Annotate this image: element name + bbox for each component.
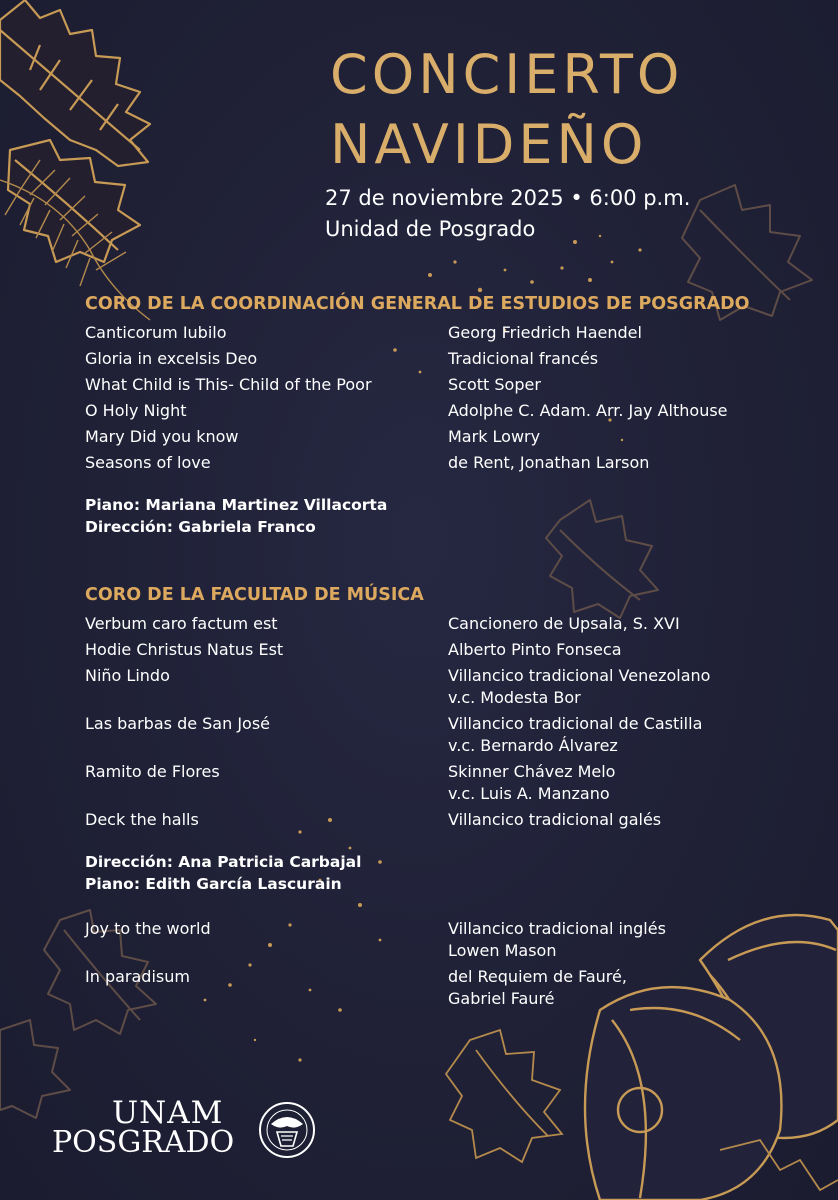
piece-title: Seasons of love	[85, 453, 211, 472]
piece-title: Hodie Christus Natus Est	[85, 640, 284, 659]
credit-direction-2: Dirección: Ana Patricia Carbajal	[85, 853, 362, 871]
piece-title: Las barbas de San José	[85, 714, 271, 733]
arranger-line: v.c. Luis A. Manzano	[448, 784, 610, 803]
venue: Unidad de Posgrado	[325, 217, 536, 241]
title-line-2: NAVIDEÑO	[330, 113, 648, 176]
piece-composer	[448, 966, 627, 1010]
piece-title: In paradisum	[85, 967, 190, 986]
piece-title: Mary Did you know	[85, 427, 239, 446]
piece-composer: Adolphe C. Adam. Arr. Jay Althouse	[448, 401, 728, 420]
piece-title: Ramito de Flores	[85, 762, 220, 781]
piece-composer	[448, 918, 666, 962]
piece-composer: Georg Friedrich Haendel	[448, 323, 642, 342]
composer-line: Gabriel Fauré	[448, 989, 555, 1008]
section-heading-musica: CORO DE LA FACULTAD DE MÚSICA	[85, 585, 424, 605]
piece-title: Deck the halls	[85, 810, 199, 829]
piece-composer	[448, 713, 702, 757]
piece-title: Verbum caro factum est	[85, 614, 278, 633]
piece-title: Niño Lindo	[85, 666, 170, 685]
section-heading-posgrado: CORO DE LA COORDINACIÓN GENERAL DE ESTUDIOS DE POSGRADO	[85, 294, 750, 314]
composer-line: Villancico tradicional Venezolano	[448, 666, 711, 685]
unam-posgrado-logo	[52, 1095, 342, 1168]
piece-composer: Tradicional francés	[448, 349, 599, 368]
composer-line: Villancico tradicional de Castilla	[448, 714, 703, 733]
piece-title: O Holy Night	[85, 401, 187, 420]
piece-composer	[448, 761, 615, 805]
holly-leaves-top-left	[0, 0, 150, 262]
composer-line: Villancico tradicional inglés	[448, 919, 666, 938]
piece-composer: Cancionero de Upsala, S. XVI	[448, 614, 680, 633]
piece-title: Gloria in excelsis Deo	[85, 349, 258, 368]
piece-title: Joy to the world	[85, 919, 211, 938]
logo-unam-text: UNAM	[112, 1095, 224, 1131]
title-line-1: CONCIERTO	[330, 43, 684, 106]
holly-leaves-bottom-left	[0, 910, 156, 1118]
arranger-line: v.c. Bernardo Álvarez	[448, 736, 618, 755]
piece-composer: Scott Soper	[448, 375, 541, 394]
piece-composer: Villancico tradicional galés	[448, 810, 662, 829]
logo-posgrado-text: POSGRADO	[52, 1125, 235, 1160]
credit-piano-2: Piano: Edith García Lascurain	[85, 875, 342, 893]
piece-composer: de Rent, Jonathan Larson	[448, 453, 650, 472]
composer-line: del Requiem de Fauré,	[448, 967, 627, 986]
piece-title: What Child is This- Child of the Poor	[85, 375, 372, 394]
piece-composer: Mark Lowry	[448, 427, 541, 446]
credit-direction-1: Dirección: Gabriela Franco	[85, 518, 316, 536]
composer-line: Lowen Mason	[448, 941, 557, 960]
composer-line: Skinner Chávez Melo	[448, 762, 616, 781]
piece-composer	[448, 665, 710, 709]
arranger-line: v.c. Modesta Bor	[448, 688, 581, 707]
unam-seal-icon	[257, 1100, 317, 1160]
credit-piano-1: Piano: Mariana Martinez Villacorta	[85, 496, 388, 514]
piece-title: Canticorum Iubilo	[85, 323, 227, 342]
date-time: 27 de noviembre 2025 • 6:00 p.m.	[325, 186, 691, 210]
piece-composer: Alberto Pinto Fonseca	[448, 640, 622, 659]
